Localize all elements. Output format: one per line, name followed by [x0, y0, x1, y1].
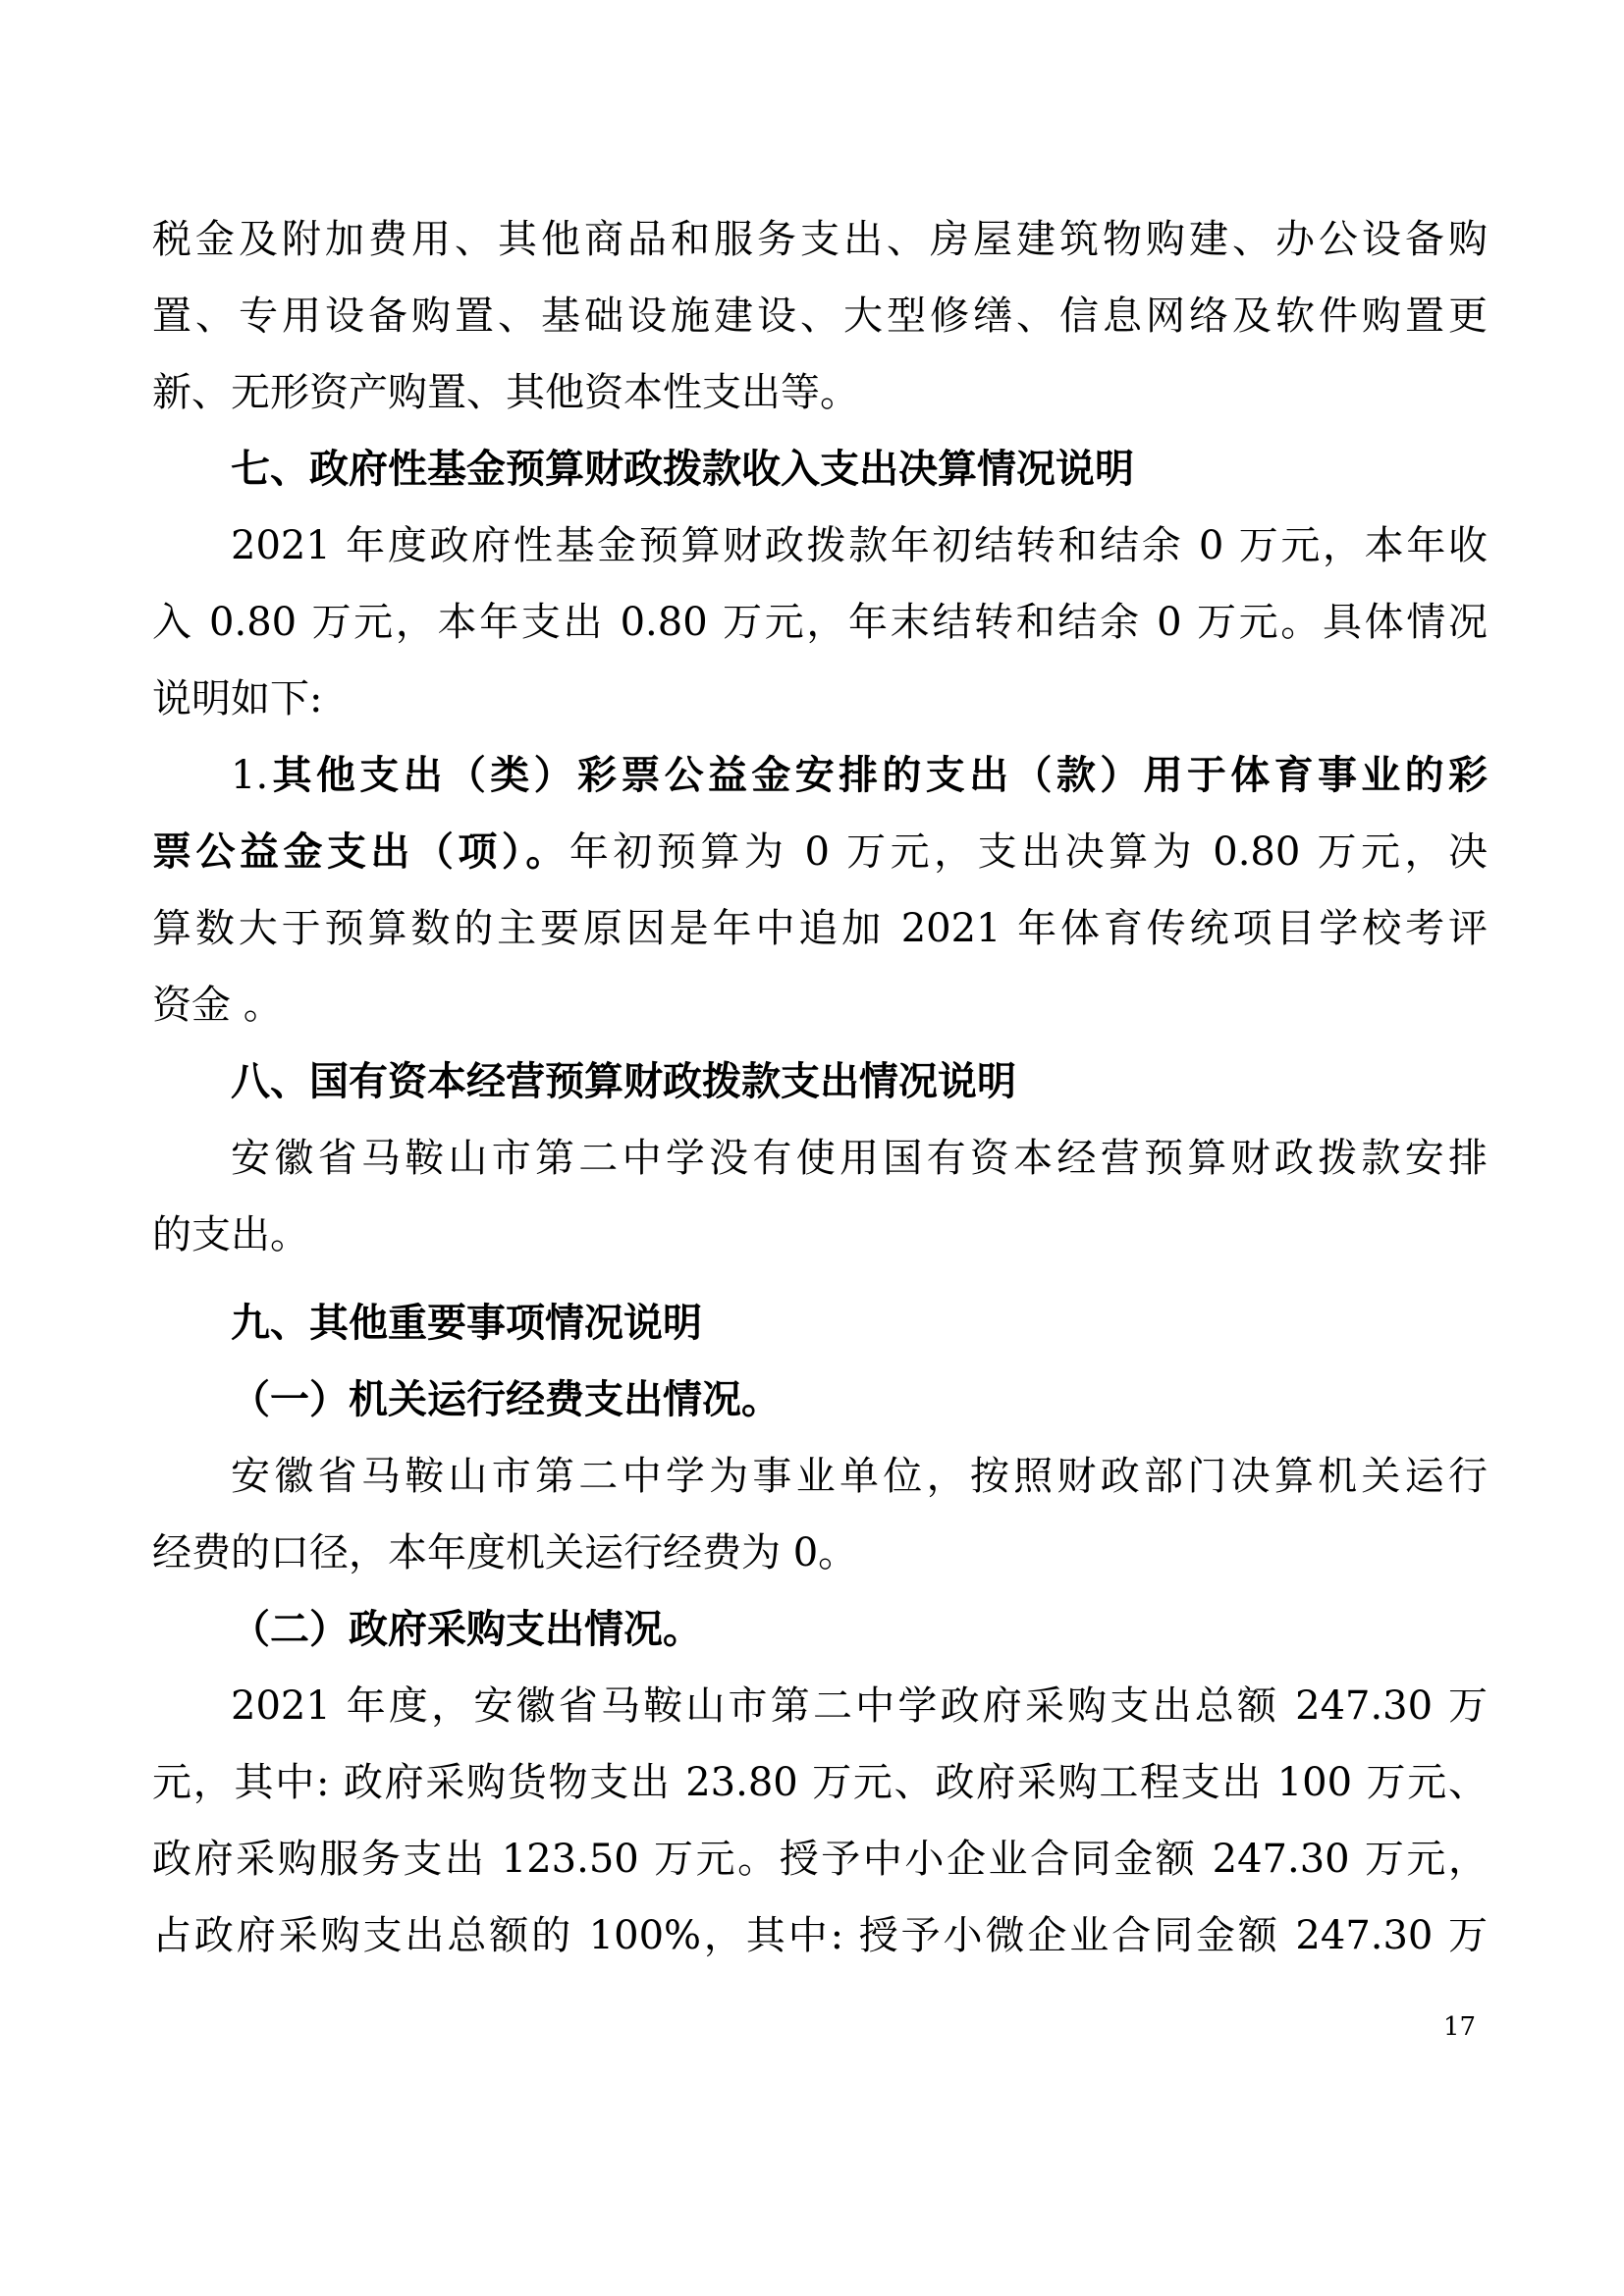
bold-item-title: 其他支出（类）彩票公益金安排的支出（款）用于体育事业的彩 — [268, 753, 1488, 798]
bold-item-title-end: 票公益金支出（项）。 — [152, 829, 569, 875]
paragraph-fund-budget — [152, 507, 1488, 737]
paragraph-operating-expense — [152, 1438, 1488, 1591]
subsection-heading-9-2: （二）政府采购支出情况。 — [231, 1607, 702, 1652]
text-line: 的支出。 — [152, 1212, 309, 1257]
section-heading-7: 七、政府性基金预算财政拨款收入支出决算情况说明 — [231, 447, 1134, 492]
text-line: 占政府采购支出总额的 100%，其中: 授予小微企业合同金额 247.30 万 — [152, 1913, 1488, 1958]
text-line: 算数大于预算数的主要原因是年中追加 2021 年体育传统项目学校考评 — [152, 906, 1488, 951]
paragraph-procurement — [152, 1668, 1488, 1974]
paragraph-capital-expenditure — [152, 201, 1488, 431]
page-number: 17 — [1443, 2012, 1477, 2042]
text-line: 资金 。 — [152, 983, 283, 1028]
text-line — [152, 814, 1488, 890]
text-line: 政府采购服务支出 123.50 万元。授予中小企业合同金额 247.30 万元， — [152, 1837, 1488, 1882]
text-line: 入 0.80 万元，本年支出 0.80 万元，年末结转和结余 0 万元。具体情况 — [152, 600, 1488, 645]
text-line: 经费的口径，本年度机关运行经费为 0。 — [152, 1530, 858, 1575]
paragraph-state-capital — [152, 1120, 1488, 1273]
text-line: 安徽省马鞍山市第二中学没有使用国有资本经营预算财政拨款安排 — [231, 1136, 1488, 1181]
section-heading-9: 九、其他重要事项情况说明 — [231, 1301, 702, 1346]
text-line — [152, 737, 1488, 814]
text-line: 新、无形资产购置、其他资本性支出等。 — [152, 370, 859, 415]
text-line: 元，其中: 政府采购货物支出 23.80 万元、政府采购工程支出 100 万元、 — [152, 1760, 1488, 1805]
text-line: 税金及附加费用、其他商品和服务支出、房屋建筑物购建、办公设备购 — [152, 217, 1488, 262]
document-body — [152, 201, 1488, 1974]
subsection-heading-9-1: （一）机关运行经费支出情况。 — [231, 1377, 781, 1422]
paragraph-lottery-fund — [152, 737, 1488, 1043]
text-line: 置、专用设备购置、基础设施建设、大型修缮、信息网络及软件购置更 — [152, 294, 1488, 339]
item-text: 年初预算为 0 万元，支出决算为 0.80 万元，决 — [568, 829, 1488, 875]
section-heading-8: 八、国有资本经营预算财政拨款支出情况说明 — [231, 1059, 1016, 1104]
text-line: 安徽省马鞍山市第二中学为事业单位，按照财政部门决算机关运行 — [231, 1454, 1488, 1499]
text-line: 2021 年度，安徽省马鞍山市第二中学政府采购支出总额 247.30 万 — [231, 1683, 1488, 1729]
text-line: 说明如下: — [152, 676, 323, 721]
item-number: 1. — [231, 753, 269, 798]
text-line: 2021 年度政府性基金预算财政拨款年初结转和结余 0 万元，本年收 — [231, 523, 1488, 568]
